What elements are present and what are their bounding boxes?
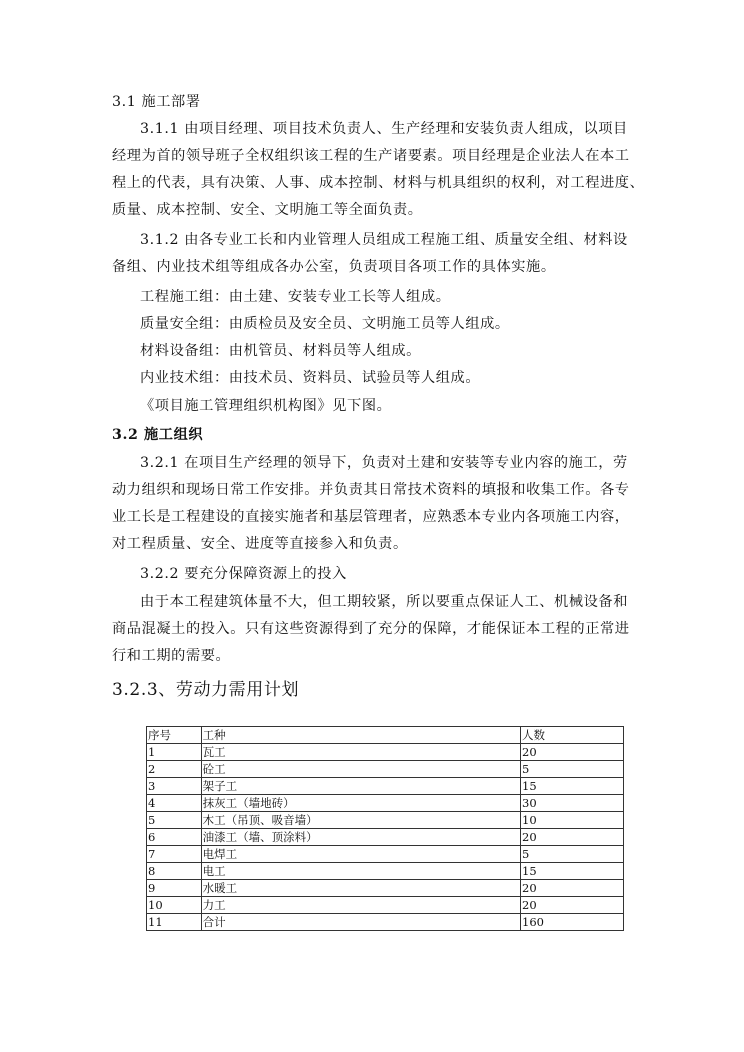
para-3-2-1-line2: 动力组织和现场日常工作安排。并负责其日常技术资料的填报和收集工作。各专 [112, 482, 630, 498]
table-cell-count: 20 [521, 744, 624, 761]
table-row [147, 744, 624, 761]
table-cell-trade: 砼工 [201, 761, 520, 778]
heading-3-2-2: 3.2.2 要充分保障资源上的投入 [140, 566, 347, 582]
table-cell-index: 5 [147, 812, 202, 829]
table-cell-trade: 瓦工 [201, 744, 520, 761]
table-row [147, 761, 624, 778]
table-cell-count: 20 [521, 829, 624, 846]
table-cell-trade: 合计 [201, 914, 520, 931]
group-technical: 内业技术组：由技术员、资料员、试验员等人组成。 [140, 370, 481, 386]
table-cell-index: 11 [147, 914, 202, 931]
para-3-2-1-line1: 3.2.1 在项目生产经理的领导下，负责对土建和安装等专业内容的施工，劳 [140, 455, 628, 471]
para-3-2-1-line3: 业工长是工程建设的直接实施者和基层管理者，应熟悉本专业内各项施工内容， [112, 509, 630, 525]
table-cell-trade: 力工 [201, 897, 520, 914]
table-cell-index: 6 [147, 829, 202, 846]
table-row [147, 829, 624, 846]
table-cell-index: 4 [147, 795, 202, 812]
table-cell-index: 9 [147, 880, 202, 897]
table-row [147, 846, 624, 863]
labor-plan-table [146, 726, 624, 931]
table-cell-trade: 电焊工 [201, 846, 520, 863]
para-3-1-1-line2: 经理为首的领导班子全权组织该工程的生产诸要素。项目经理是企业法人在本工 [112, 148, 630, 164]
table-row [147, 863, 624, 880]
heading-3-2: 3.2 施工组织 [112, 427, 204, 443]
table-cell-trade: 油漆工（墙、顶涂料） [201, 829, 520, 846]
table-cell-count: 5 [521, 846, 624, 863]
table-row [147, 897, 624, 914]
table-row [147, 812, 624, 829]
group-construction: 工程施工组：由土建、安装专业工长等人组成。 [140, 289, 451, 305]
table-cell-trade: 架子工 [201, 778, 520, 795]
table-cell-trade: 水暖工 [201, 880, 520, 897]
heading-3-1: 3.1 施工部署 [112, 94, 201, 110]
table-cell-index: 10 [147, 897, 202, 914]
para-3-1-1-line1: 3.1.1 由项目经理、项目技术负责人、生产经理和安装负责人组成，以项目 [140, 121, 628, 137]
para-3-1-1-line4: 质量、成本控制、安全、文明施工等全面负责。 [112, 202, 423, 218]
table-cell-count: 160 [521, 914, 624, 931]
group-quality-safety: 质量安全组：由质检员及安全员、文明施工员等人组成。 [140, 316, 510, 332]
para-3-1-1-line3: 程上的代表，具有决策、人事、成本控制、材料与机具组织的权利，对工程进度、 [112, 175, 645, 191]
para-3-2-2-line2: 商品混凝土的投入。只有这些资源得到了充分的保障，才能保证本工程的正常进 [112, 621, 630, 637]
header-cell-count: 人数 [521, 727, 624, 744]
table-cell-index: 2 [147, 761, 202, 778]
table-cell-count: 30 [521, 795, 624, 812]
table-cell-trade: 电工 [201, 863, 520, 880]
table-cell-count: 15 [521, 778, 624, 795]
table-cell-index: 3 [147, 778, 202, 795]
table-cell-trade: 抹灰工（墙地砖） [201, 795, 520, 812]
table-row [147, 795, 624, 812]
header-cell-index: 序号 [147, 727, 202, 744]
header-cell-trade: 工种 [201, 727, 520, 744]
table-cell-count: 20 [521, 897, 624, 914]
org-chart-reference: 《项目施工管理组织机构图》见下图。 [140, 398, 392, 414]
table-cell-trade: 木工（吊顶、吸音墙） [201, 812, 520, 829]
table-total-row [147, 914, 624, 931]
table-cell-count: 15 [521, 863, 624, 880]
group-materials: 材料设备组：由机管员、材料员等人组成。 [140, 343, 421, 359]
table-row [147, 880, 624, 897]
para-3-2-2-line1: 由于本工程建筑体量不大，但工期较紧，所以要重点保证人工、机械设备和 [140, 594, 628, 610]
table-cell-index: 1 [147, 744, 202, 761]
heading-3-2-3: 3.2.3、劳动力需用计划 [112, 680, 300, 700]
table-cell-count: 20 [521, 880, 624, 897]
para-3-2-2-line3: 行和工期的需要。 [112, 648, 231, 664]
table-cell-index: 8 [147, 863, 202, 880]
table-row [147, 778, 624, 795]
table-header-row [147, 727, 624, 744]
table-cell-index: 7 [147, 846, 202, 863]
para-3-2-1-line4: 对工程质量、安全、进度等直接参入和负责。 [112, 536, 408, 552]
para-3-1-2-line1: 3.1.2 由各专业工长和内业管理人员组成工程施工组、质量安全组、材料设 [140, 232, 628, 248]
table-cell-count: 5 [521, 761, 624, 778]
table-cell-count: 10 [521, 812, 624, 829]
para-3-1-2-line2: 备组、内业技术组等组成各办公室，负责项目各项工作的具体实施。 [112, 259, 556, 275]
